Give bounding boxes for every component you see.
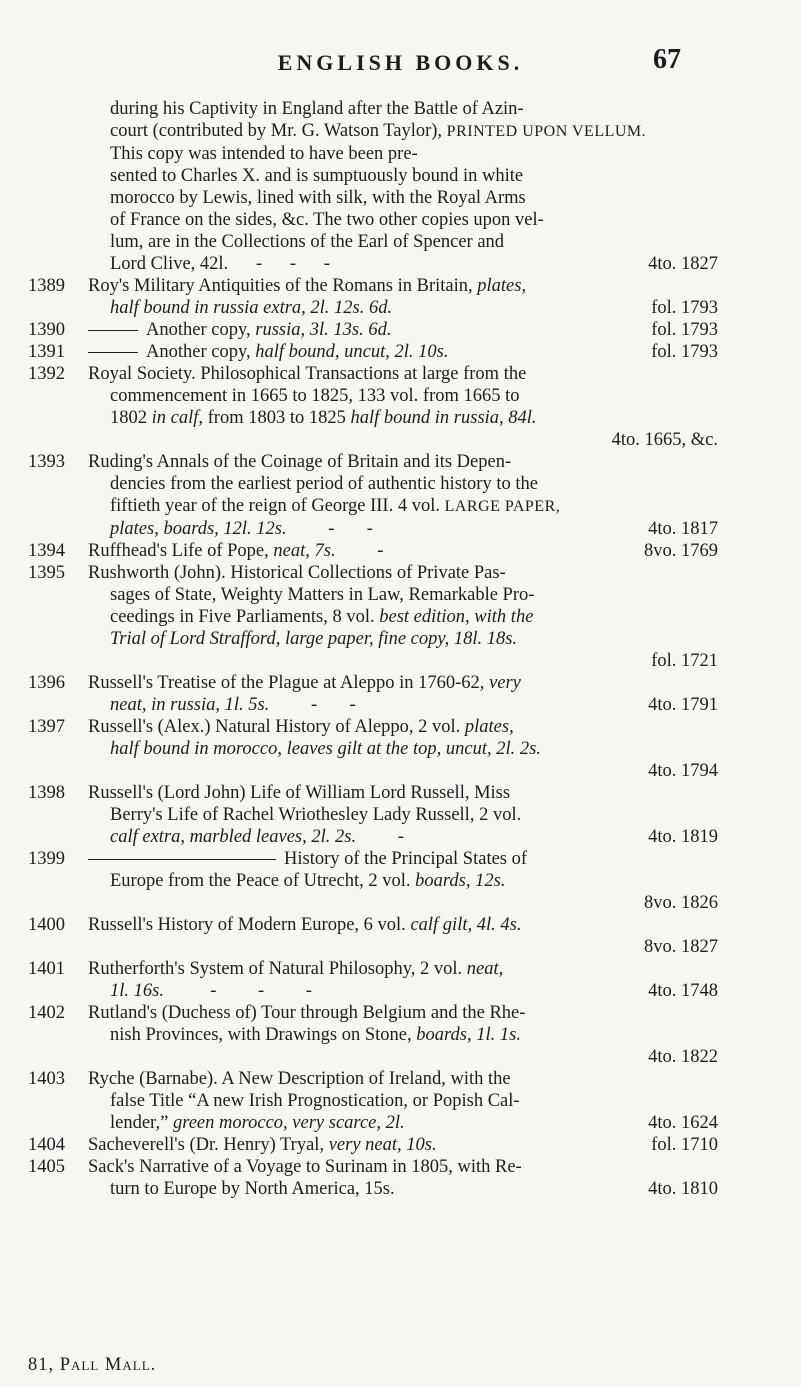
format-date: 4to. 1819 (648, 827, 718, 847)
lot-number: 1402 (28, 1003, 65, 1023)
entry-line: plates, (477, 276, 527, 296)
entry-line: calf gilt, 4l. 4s. (410, 915, 522, 935)
catalogue-entry: 1396 Russell's Treatise of the Plague at Aleppo in 1760-62, very neat, in russia, 1l. 5s. - - 4to. 1791 (28, 673, 718, 715)
entry-line: Ruffhead's Life of Pope, (88, 541, 269, 561)
entry-line: court (contributed by Mr. G. Watson Taylor), (110, 121, 443, 141)
lot-number: 1403 (28, 1069, 65, 1089)
lot-number: 1396 (28, 673, 65, 693)
entry-line: plates, (464, 717, 514, 737)
entry-line: in calf, (151, 408, 204, 428)
lot-number: 1401 (28, 959, 65, 979)
entry-line: Berry's Life of Rachel Wriothesley Lady Russell, 2 vol. (110, 805, 522, 825)
format-date: fol. 1793 (651, 298, 718, 318)
entry-line: of France on the sides, &c. The two other copies upon vel- (110, 210, 544, 230)
lot-number: 1392 (28, 364, 65, 384)
entry-line: 1l. 16s. (110, 981, 164, 1001)
catalogue-entry (28, 319, 718, 341)
catalogue-entry: during his Captivity in England after the Battle of Azin- court (contributed by Mr. G. Watson Taylor), PRINTED UPON VELLUM. This copy was intended to have been pre- sented to Charles X. and is sumptuously bound in white morocco by Lewis, lined with silk, with the Royal Arms of France on the sides, &c. The two other copies upon vel- lum, are in the Collections of the Earl of Spencer and Lord Clive, 42l. - - - 4to. 1827 (28, 98, 718, 275)
entry-line: lender,” (110, 1113, 169, 1133)
entry-line: dencies from the earliest period of authentic history to the (110, 474, 538, 494)
entry-line: russia, 3l. 13s. 6d. (255, 320, 392, 340)
lot-number: 1400 (28, 915, 65, 935)
catalogue-entry (28, 1156, 718, 1200)
format-date: 4to. 1665, &c. (611, 430, 718, 450)
entry-line: neat, 7s. (273, 541, 336, 561)
entry-line: half bound in russia, 84l. (350, 408, 537, 428)
lot-number (28, 98, 88, 275)
entry-line: Another copy, (146, 320, 251, 340)
format-date: 4to. 1817 (648, 519, 718, 539)
entry-line: This copy was intended to have been pre- (110, 144, 418, 164)
entry-line: LARGE PAPER, (444, 498, 561, 515)
entry-line: very neat, 10s. (328, 1135, 437, 1155)
entry-line: half bound in morocco, leaves gilt at the top, uncut, 2l. 2s. (110, 739, 541, 759)
entry-line: Another copy, (146, 342, 251, 362)
entry-line: Ryche (Barnabe). A New Description of Ireland, with the (88, 1069, 511, 1089)
lot-number: 1399 (28, 849, 65, 869)
entry-line: green morocco, very scarce, 2l. (172, 1113, 405, 1133)
entry-line: boards, 12s. (415, 871, 506, 891)
catalogue-listing (28, 98, 718, 1200)
entry-line: Russell's History of Modern Europe, 6 vol. (88, 915, 406, 935)
page-number: 67 (653, 44, 681, 75)
entry-line: Sacheverell's (Dr. Henry) Tryal, (88, 1135, 325, 1155)
catalogue-entry: 1394 Ruffhead's Life of Pope, neat, 7s. - 8vo. 1769 (28, 541, 718, 561)
entry-line: Lord Clive, 42l. (110, 254, 229, 274)
catalogue-entry (28, 848, 718, 914)
entry-line: neat, (466, 959, 504, 979)
format-date: 8vo. 1827 (644, 937, 718, 957)
entry-line: sented to Charles X. and is sumptuously bound in white (110, 166, 524, 186)
running-head: ENGLISH BOOKS. (277, 50, 524, 75)
entry-line: half bound in russia extra, 2l. 12s. 6d. (110, 298, 393, 318)
entry-line: very (489, 673, 521, 693)
entry-line: Trial of Lord Strafford, large paper, fine copy, 18l. 18s. (110, 629, 518, 649)
catalogue-entry: 1398 Russell's (Lord John) Life of William Lord Russell, Miss Berry's Life of Rachel Wriothesley Lady Russell, 2 vol. calf extra, marbled leaves, 2l. 2s. - 4to. 1819 (28, 783, 718, 847)
catalogue-entry (28, 562, 718, 672)
format-date: 4to. 1791 (648, 695, 718, 715)
entry-line: nish Provinces, with Drawings on Stone, (110, 1025, 412, 1045)
format-date: 4to. 1810 (648, 1179, 718, 1199)
lot-number: 1405 (28, 1157, 65, 1177)
entry-line: false Title “A new Irish Prognostication, or Popish Cal- (110, 1091, 520, 1111)
catalogue-entry (28, 716, 718, 782)
entry-line: Rutherforth's System of Natural Philosophy, 2 vol. (88, 959, 463, 979)
entry-line: calf extra, marbled leaves, 2l. 2s. (110, 827, 357, 847)
catalogue-entry: 1393 Ruding's Annals of the Coinage of Britain and its Depen- dencies from the earliest period of authentic history to the fiftieth year of the reign of George III. 4 vol. LARGE PAPER, plates, boards, 12l. 12s. - - 4to. 1817 (28, 452, 718, 539)
lot-number: 1397 (28, 717, 65, 737)
entry-line: lum, are in the Collections of the Earl of Spencer and (110, 232, 505, 252)
format-date: 4to. 1822 (648, 1047, 718, 1067)
format-date: fol. 1793 (651, 342, 718, 362)
entry-line: neat, in russia, 1l. 5s. (110, 695, 270, 715)
format-date: fol. 1710 (651, 1135, 718, 1155)
format-date: 4to. 1748 (648, 981, 718, 1001)
catalogue-entry (28, 1002, 718, 1068)
entry-line: sages of State, Weighty Matters in Law, Remarkable Pro- (110, 585, 535, 605)
lot-number: 1398 (28, 783, 65, 803)
entry-line: Russell's (Lord John) Life of William Lord Russell, Miss (88, 783, 511, 803)
lot-number: 1390 (28, 320, 65, 340)
entry-line: History of the Principal States of (284, 849, 528, 869)
catalogue-entry (28, 1134, 718, 1156)
entry-line: ceedings in Five Parliaments, 8 vol. (110, 607, 375, 627)
lot-number: 1393 (28, 452, 65, 472)
entry-line: half bound, uncut, 2l. 10s. (255, 342, 449, 362)
catalogue-entry (28, 1068, 718, 1134)
entry-line: 1802 (110, 408, 147, 428)
catalogue-entry (28, 275, 718, 319)
lot-number: 1404 (28, 1135, 65, 1155)
format-date: 8vo. 1826 (644, 893, 718, 913)
format-date: fol. 1793 (651, 320, 718, 340)
catalogue-entry (28, 363, 718, 451)
format-date: 4to. 1624 (648, 1113, 718, 1133)
format-date: 4to. 1827 (648, 254, 718, 274)
entry-line: fiftieth year of the reign of George III. 4 vol. (110, 496, 440, 516)
entry-line: commencement in 1665 to 1825, 133 vol. from 1665 to (110, 386, 520, 406)
format-date: 8vo. 1769 (644, 541, 718, 561)
entry-line: Europe from the Peace of Utrecht, 2 vol. (110, 871, 411, 891)
catalogue-entry: 1401 Rutherforth's System of Natural Philosophy, 2 vol. neat, 1l. 16s. - - - 4to. 1748 (28, 959, 718, 1001)
catalogue-entry (28, 914, 718, 958)
lot-number: 1389 (28, 276, 65, 296)
format-date: 4to. 1794 (648, 761, 718, 781)
entry-line: turn to Europe by North America, 15s. (110, 1179, 395, 1199)
catalogue-entry (28, 341, 718, 363)
entry-line: from 1803 to 1825 (207, 408, 346, 428)
entry-line: PRINTED UPON VELLUM. (446, 123, 647, 140)
entry-line: Russell's (Alex.) Natural History of Aleppo, 2 vol. (88, 717, 461, 737)
entry-line: Roy's Military Antiquities of the Romans in Britain, (88, 276, 473, 296)
entry-line: during his Captivity in England after the Battle of Azin- (110, 99, 524, 119)
entry-line: Sack's Narrative of a Voyage to Surinam in 1805, with Re- (88, 1157, 522, 1177)
entry-line: boards, 1l. 1s. (416, 1025, 521, 1045)
entry-line: Ruding's Annals of the Coinage of Britain and its Depen- (88, 452, 512, 472)
lot-number: 1395 (28, 563, 65, 583)
lot-number: 1394 (28, 541, 65, 561)
entry-line: morocco by Lewis, lined with silk, with the Royal Arms (110, 188, 526, 208)
entry-line: Royal Society. Philosophical Transactions at large from the (88, 364, 527, 384)
lot-number: 1391 (28, 342, 65, 362)
entry-line: Russell's Treatise of the Plague at Aleppo in 1760-62, (88, 673, 485, 693)
entry-line: Rutland's (Duchess of) Tour through Belgium and the Rhe- (88, 1003, 526, 1023)
format-date: fol. 1721 (651, 651, 718, 671)
entry-line: plates, boards, 12l. 12s. (110, 519, 287, 539)
publisher-address: 81, Pall Mall. (28, 1355, 157, 1375)
entry-line: Rushworth (John). Historical Collections of Private Pas- (88, 563, 506, 583)
entry-line: best edition, with the (379, 607, 534, 627)
